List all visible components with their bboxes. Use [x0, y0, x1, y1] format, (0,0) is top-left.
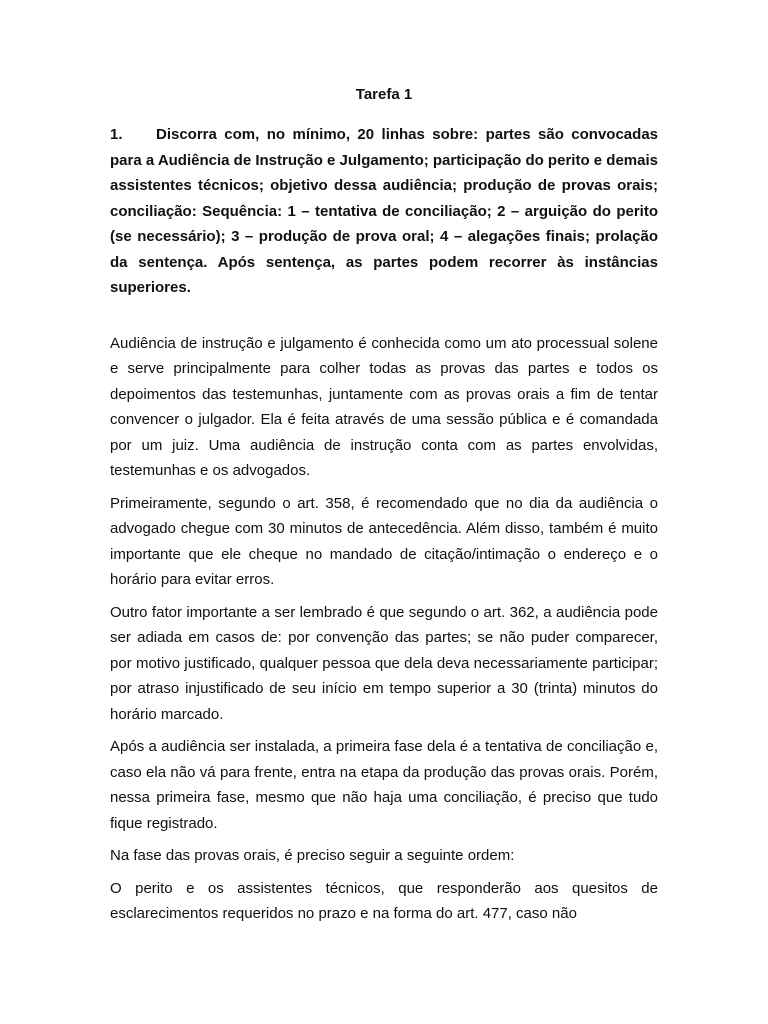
document-title: Tarefa 1	[355, 86, 413, 103]
paragraph-1: Audiência de instrução e julgamento é conhecida como um ato processual solene e serve principalmente para colher todas as provas das partes e todos os depoimentos das testemunhas, juntamente com as provas orais a fim de tentar convencer o julgador. Ela é feita através de uma sessão pública e é comandada por um juiz. Uma audiência de instrução conta com as partes envolvidas, testemunhas e os advogados.	[110, 334, 658, 479]
task-prompt	[110, 122, 658, 301]
task-number: 1.	[110, 126, 123, 143]
paragraph-5: Na fase das provas orais, é preciso seguir a seguinte ordem:	[110, 847, 515, 864]
task-text: Discorra com, no mínimo, 20 linhas sobre: partes são convocadas para a Audiência de Instrução e Julgamento; participação do perito e demais assistentes técnicos; objetivo dessa audiência; produção de provas orais; conciliação: Sequência: 1 – tentativa de conciliação; 2 – arguição do perito (se necessário); 3 – produção de prova oral; 4 – alegações finais; prolação da sentença. Após sentença, as partes podem recorrer às instâncias superiores.	[110, 126, 658, 296]
paragraph-4: Após a audiência ser instalada, a primeira fase dela é a tentativa de conciliação e, caso ela não vá para frente, entra na etapa da produção das provas orais. Porém, nessa primeira fase, mesmo que não haja uma conciliação, é preciso que tudo fique registrado.	[110, 738, 658, 832]
paragraph-3: Outro fator importante a ser lembrado é que segundo o art. 362, a audiência pode ser adiada em casos de: por convenção das partes; se não puder comparecer, por motivo justificado, qualquer pessoa que dela deva necessariamente participar; por atraso injustificado de seu início em tempo superior a 30 (trinta) minutos do horário marcado.	[110, 603, 658, 723]
paragraph-2: Primeiramente, segundo o art. 358, é recomendado que no dia da audiência o advogado chegue com 30 minutos de antecedência. Além disso, também é muito importante que ele cheque no mandado de citação/intimação o endereço e o horário para evitar erros.	[110, 494, 658, 588]
paragraph-6: O perito e os assistentes técnicos, que responderão aos quesitos de esclarecimentos requeridos no prazo e na forma do art. 477, caso não	[110, 879, 658, 922]
